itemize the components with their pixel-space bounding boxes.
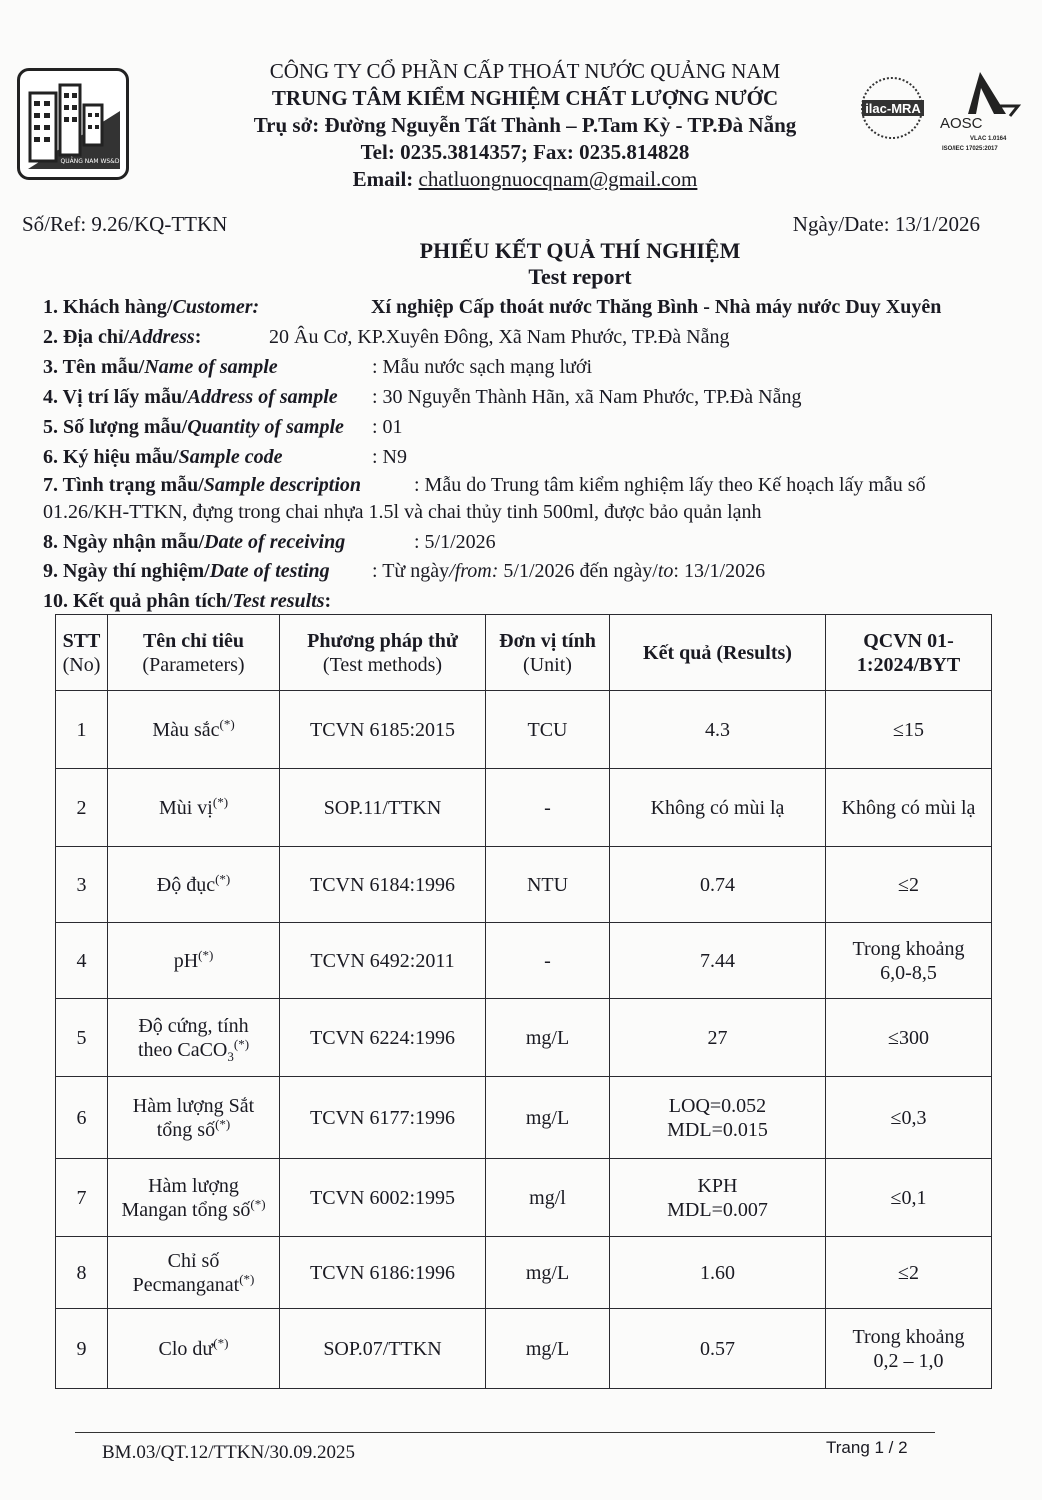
cell-no: 8 (56, 1237, 108, 1309)
cell-standard: ≤0,1 (826, 1159, 992, 1237)
report-title-block (0, 238, 1042, 290)
sample-location-value: : 30 Nguyễn Thành Hãn, xã Nam Phước, TP.Đà Nẵng (372, 386, 802, 408)
aosc-iso: ISO/IEC 17025:2017 (942, 146, 998, 152)
cell-method: TCVN 6186:1996 (280, 1237, 486, 1309)
cell-unit: mg/L (486, 1237, 610, 1309)
head-office-address: Trụ sở: Đường Nguyễn Tất Thành – P.Tam Kỳ - TP.Đà Nẵng (253, 113, 797, 137)
cell-standard: Không có mùi lạ (826, 769, 992, 847)
footer-divider (75, 1432, 935, 1433)
testing-date-label: 9. Ngày thí nghiệm/ (43, 560, 210, 582)
ilac-mra-logo (862, 78, 924, 138)
cell-no: 3 (56, 847, 108, 923)
testing-date-value: : Từ ngày/from: 5/1/2026 đến ngày/to: 13/1/2026 (372, 560, 766, 582)
sample-location-label: 4. Vị trí lấy mẫu/ (43, 386, 188, 408)
sample-name-line (43, 356, 278, 379)
cell-method: TCVN 6224:1996 (280, 999, 486, 1077)
customer-label-en: Customer: (172, 296, 260, 318)
aosc-logo (940, 72, 1018, 152)
table-row (56, 1309, 992, 1389)
sample-description-label: 7. Tình trạng mẫu/ (43, 474, 204, 496)
email-link[interactable]: chatluongnuocqnam@gmail.com (418, 167, 698, 191)
cell-standard: Trong khoảng 6,0-8,5 (826, 923, 992, 999)
aosc-text: AOSC (940, 115, 983, 132)
receiving-date-label-en: Date of receiving (204, 531, 346, 553)
cell-no: 6 (56, 1077, 108, 1159)
cell-no: 1 (56, 691, 108, 769)
sample-description-value: : Mẫu do Trung tâm kiểm nghiệm lấy theo Kế hoạch lấy mẫu số (414, 474, 926, 496)
table-header-row (56, 615, 992, 691)
cell-unit: mg/L (486, 1309, 610, 1389)
email-label: Email: (352, 167, 414, 191)
sample-name-label-en: Name of sample (144, 356, 278, 378)
aosc-vlac: VLAC 1.0164 (970, 136, 1007, 142)
receiving-date-line (43, 531, 345, 554)
report-title: PHIẾU KẾT QUẢ THÍ NGHIỆM (419, 238, 741, 263)
company-logo (17, 68, 129, 180)
cell-parameter: Độ đục(*) (108, 847, 280, 923)
table-row (56, 1077, 992, 1159)
sample-quantity-label: 5. Số lượng mẫu/ (43, 416, 188, 438)
cell-result: Không có mùi lạ (610, 769, 826, 847)
cell-unit: mg/L (486, 1077, 610, 1159)
sample-code-line (43, 446, 282, 469)
page-number: Trang 1 / 2 (826, 1438, 908, 1457)
sample-name-label: 3. Tên mẫu/ (43, 356, 145, 378)
results-heading: 10. Kết quả phân tích/Test results: (43, 590, 332, 612)
cell-parameter: pH(*) (108, 923, 280, 999)
sample-description-value-2: 01.26/KH-TTKN, đựng trong chai nhựa 1.5l và chai thủy tinh 500ml, được bảo quản lạnh (43, 501, 762, 523)
cell-parameter: Chỉ số Pecmanganat(*) (108, 1237, 280, 1309)
header-standard: QCVN 01- 1:2024/BYT (826, 615, 992, 691)
cell-method: TCVN 6002:1995 (280, 1159, 486, 1237)
cell-parameter: Hàm lượng Sắt tổng số(*) (108, 1077, 280, 1159)
cell-method: TCVN 6184:1996 (280, 847, 486, 923)
table-row (56, 999, 992, 1077)
cell-result: 7.44 (610, 923, 826, 999)
cell-result: LOQ=0.052 MDL=0.015 (610, 1077, 826, 1159)
cell-no: 5 (56, 999, 108, 1077)
form-code: BM.03/QT.12/TTKN/30.09.2025 (102, 1442, 355, 1463)
cell-no: 2 (56, 769, 108, 847)
sample-location-line (43, 386, 338, 409)
email-line (160, 166, 890, 193)
header-unit: Đơn vị tính (Unit) (486, 615, 610, 691)
table-row (56, 1159, 992, 1237)
address-label: 2. Địa chỉ/ (43, 326, 130, 348)
results-label: 10. Kết quả phân tích/ (43, 590, 233, 612)
cell-method: TCVN 6177:1996 (280, 1077, 486, 1159)
sample-quantity-line (43, 416, 344, 439)
address-value: 20 Âu Cơ, KP.Xuyên Đông, Xã Nam Phước, TP.Đà Nẵng (269, 326, 730, 348)
customer-label: 1. Khách hàng/ (43, 296, 173, 318)
sample-description-line (43, 474, 361, 497)
cell-parameter: Mùi vị(*) (108, 769, 280, 847)
sample-code-label-en: Sample code (178, 446, 283, 468)
cell-parameter: Hàm lượng Mangan tổng số(*) (108, 1159, 280, 1237)
testing-date-label-en: Date of testing (209, 560, 330, 582)
table-row (56, 691, 992, 769)
cell-standard: Trong khoảng 0,2 – 1,0 (826, 1309, 992, 1389)
header-method: Phương pháp thử (Test methods) (280, 615, 486, 691)
cell-unit: mg/l (486, 1159, 610, 1237)
accreditation-logos (858, 66, 1028, 156)
report-date: Ngày/Date: 13/1/2026 (792, 212, 980, 236)
address-line: 2. Địa chỉ/Address: (43, 326, 202, 348)
cell-method: SOP.07/TTKN (280, 1309, 486, 1389)
cell-unit: mg/L (486, 999, 610, 1077)
cell-unit: - (486, 769, 610, 847)
sample-quantity-value: : 01 (372, 416, 403, 438)
sample-location-label-en: Address of sample (187, 386, 338, 408)
table-row (56, 769, 992, 847)
sample-name-value: : Mẫu nước sạch mạng lưới (372, 356, 593, 378)
table-row (56, 847, 992, 923)
customer-line (43, 296, 259, 319)
ilac-text: ilac-MRA (865, 101, 921, 116)
sample-code-label: 6. Ký hiệu mẫu/ (43, 446, 179, 468)
report-subtitle: Test report (528, 264, 632, 289)
center-name: TRUNG TÂM KIỂM NGHIỆM CHẤT LƯỢNG NƯỚC (271, 86, 779, 110)
cell-unit: - (486, 923, 610, 999)
header-result: Kết quả (Results) (610, 615, 826, 691)
cell-result: 4.3 (610, 691, 826, 769)
cell-unit: TCU (486, 691, 610, 769)
cell-parameter: Màu sắc(*) (108, 691, 280, 769)
table-row (56, 923, 992, 999)
cell-parameter: Độ cứng, tính theo CaCO$_3$(*) (108, 999, 280, 1077)
cell-unit: NTU (486, 847, 610, 923)
cell-method: SOP.11/TTKN (280, 769, 486, 847)
letterhead (160, 58, 890, 193)
cell-standard: ≤15 (826, 691, 992, 769)
cell-no: 9 (56, 1309, 108, 1389)
cell-result: 0.57 (610, 1309, 826, 1389)
cell-method: TCVN 6185:2015 (280, 691, 486, 769)
company-name: CÔNG TY CỔ PHẦN CẤP THOÁT NƯỚC QUẢNG NAM (269, 59, 781, 83)
cell-standard: ≤300 (826, 999, 992, 1077)
cell-standard: ≤2 (826, 1237, 992, 1309)
cell-parameter: Clo dư(*) (108, 1309, 280, 1389)
header-no: STT (No) (56, 615, 108, 691)
cell-method: TCVN 6492:2011 (280, 923, 486, 999)
cell-no: 7 (56, 1159, 108, 1237)
reference-number: Số/Ref: 9.26/KQ-TTKN (22, 212, 228, 236)
cell-result: 1.60 (610, 1237, 826, 1309)
results-label-en: Test results (232, 590, 325, 612)
customer-value: Xí nghiệp Cấp thoát nước Thăng Bình - Nhà máy nước Duy Xuyên (371, 296, 942, 318)
receiving-date-value: : 5/1/2026 (414, 531, 496, 553)
sample-code-value: : N9 (372, 446, 407, 468)
phone-fax: Tel: 0235.3814357; Fax: 0235.814828 (360, 140, 690, 164)
logo-text: QUẢNG NAM WS&D (60, 158, 120, 165)
sample-description-label-en: Sample description (203, 474, 362, 496)
cell-result: 27 (610, 999, 826, 1077)
address-label-en: Address (129, 326, 195, 348)
table-row (56, 1237, 992, 1309)
testing-date-line (43, 560, 330, 583)
receiving-date-label: 8. Ngày nhận mẫu/ (43, 531, 205, 553)
cell-result: 0.74 (610, 847, 826, 923)
sample-quantity-label-en: Quantity of sample (187, 416, 344, 438)
results-table (55, 614, 992, 1389)
cell-standard: ≤2 (826, 847, 992, 923)
cell-standard: ≤0,3 (826, 1077, 992, 1159)
cell-result: KPH MDL=0.007 (610, 1159, 826, 1237)
header-parameter: Tên chỉ tiêu (Parameters) (108, 615, 280, 691)
cell-no: 4 (56, 923, 108, 999)
